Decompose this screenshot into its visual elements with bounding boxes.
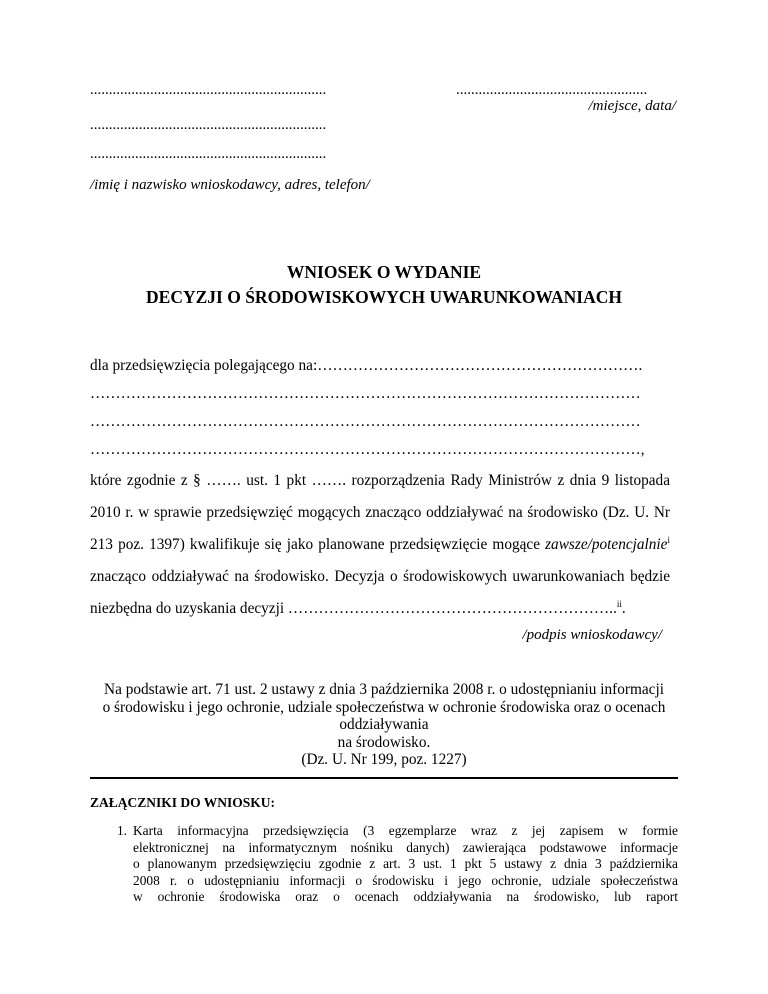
applicant-address-field: ............................................................... [90,117,327,133]
attachment-line-3: o planowanym przedsięwzięciu zgodnie z art. 3 ust. 1 pkt 5 ustawy z dnia 3 października [133,856,678,872]
place-date-label: /miejsce, data/ [588,98,676,114]
legal-basis-line-5: (Dz. U. Nr 199, poz. 1227) [301,751,467,768]
footnote-ref-i: i [667,534,670,545]
project-description-intro: dla przedsięwzięcia polegającego na:………………………………………………………. [90,357,643,374]
qualification-line-1: które zgodnie z § ……. ust. 1 pkt ……. rozporządzenia Rady Ministrów z dnia 9 listopada [90,472,670,489]
applicant-phone-field: ............................................................... [90,146,327,162]
legal-basis-line-3: oddziaływania [339,716,429,733]
qualification-line-3-text: 213 poz. 1397) kwalifikuje się jako planowane przedsięwzięcie mogące [90,536,546,553]
attachment-item [90,823,678,906]
document-title [0,260,768,310]
qualification-line-5 [90,593,670,625]
legal-basis-line-2: o środowisku i jego ochronie, udziale społeczeństwa w ochronie środowiska oraz o ocenach [102,698,666,716]
attachment-line-5: w ochronie środowiska oraz o ocenach oddziaływania na środowisko, lub raport [133,889,678,905]
legal-basis [78,681,690,769]
legal-basis-line-4: na środowisko. [337,733,431,751]
attachment-line-1: Karta informacyjna przedsięwzięcia (3 egzemplarze wraz z jej zapisem w formie [133,823,678,838]
qualification-line-3 [90,529,670,561]
attachment-number: 1. [116,823,127,838]
qualification-line-5-end: . [621,600,626,617]
qualification-line-4: znacząco oddziaływać na środowisko. Decyzja o środowiskowych uwarunkowaniach będzie [90,568,670,585]
impact-type-option: zawsze/potencjalnie [545,536,668,553]
signature-label: /podpis wnioskodawcy/ [522,627,662,643]
qualification-line-5-text: niezbędna do uzyskania decyzji ……………………………………………………….. [90,600,617,617]
project-description-line-2: ……………………………………………………………………………………………… [90,413,641,430]
applicant-name-field: ............................................................... [90,82,327,98]
footnote-ref-ii: ii [616,598,622,609]
applicant-label: /imię i nazwisko wnioskodawcy, adres, telefon/ [90,177,370,193]
title-line-2: DECYZJI O ŚRODOWISKOWYCH UWARUNKOWANIACH [146,287,622,307]
attachment-line-2: elektronicznej na informatycznym nośniku danych) zawierająca podstawowe informacje [133,839,678,855]
legal-basis-line-1: Na podstawie art. 71 ust. 2 ustawy z dnia 3 października 2008 r. o udostępnianiu informacji [104,681,664,698]
project-description-line-3: ………………………………………………………………………………………………, [90,441,645,458]
qualification-paragraph [90,465,670,625]
attachment-text [133,823,678,906]
attachment-line-4: 2008 r. o udostępnianiu informacji o środowisku i jego ochronie, udziale społeczeństwa [133,872,678,888]
place-date-field: ................................................... [456,82,648,98]
project-description-line-1: ……………………………………………………………………………………………… [90,385,641,402]
title-line-1: WNIOSEK O WYDANIE [286,262,482,282]
attachments-list [90,823,678,906]
qualification-line-2: 2010 r. w sprawie przedsięwzięć mogących znacząco oddziaływać na środowisko (Dz. U. Nr [90,504,670,521]
section-divider [90,777,678,779]
attachments-heading: ZAŁĄCZNIKI DO WNIOSKU: [90,795,276,810]
